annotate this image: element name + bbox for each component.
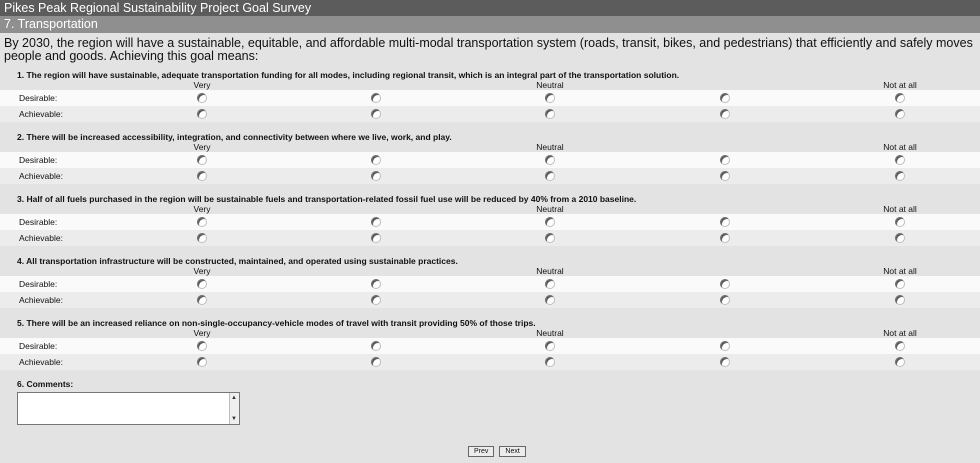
question-block bbox=[0, 193, 980, 255]
question-text: 3. Half of all fuels purchased in the region will be sustainable fuels and transportation-related fossil fuel use will be reduced by 40% from a 2010 baseline. bbox=[17, 194, 637, 204]
scale-very-label: Very bbox=[193, 328, 211, 338]
achievable-radio-1[interactable] bbox=[197, 109, 207, 119]
desirable-label: Desirable: bbox=[19, 279, 58, 289]
question-text: 5. There will be an increased reliance on non-single-occupancy-vehicle modes of travel with transit providing 50% of those trips. bbox=[17, 318, 536, 328]
achievable-radio-5[interactable] bbox=[895, 357, 905, 367]
achievable-radio-4[interactable] bbox=[720, 357, 730, 367]
achievable-row bbox=[0, 292, 980, 308]
desirable-radio-3[interactable] bbox=[545, 93, 555, 103]
desirable-radio-2[interactable] bbox=[371, 279, 381, 289]
desirable-radio-5[interactable] bbox=[895, 341, 905, 351]
achievable-radio-4[interactable] bbox=[720, 171, 730, 181]
scale-very-label: Very bbox=[193, 266, 211, 276]
desirable-radio-3[interactable] bbox=[545, 279, 555, 289]
desirable-row bbox=[0, 276, 980, 292]
comments-textarea[interactable] bbox=[17, 392, 240, 425]
achievable-radio-2[interactable] bbox=[371, 233, 381, 243]
scale-not-at-all-label: Not at all bbox=[883, 142, 917, 152]
question-block bbox=[0, 69, 980, 131]
scale-header bbox=[0, 81, 980, 90]
achievable-label: Achievable: bbox=[19, 171, 63, 181]
question-block bbox=[0, 255, 980, 317]
desirable-radio-5[interactable] bbox=[895, 217, 905, 227]
desirable-radio-4[interactable] bbox=[720, 93, 730, 103]
achievable-radio-5[interactable] bbox=[895, 233, 905, 243]
achievable-label: Achievable: bbox=[19, 109, 63, 119]
achievable-radio-4[interactable] bbox=[720, 295, 730, 305]
scale-neutral-label: Neutral bbox=[536, 266, 564, 276]
desirable-label: Desirable: bbox=[19, 155, 58, 165]
achievable-radio-5[interactable] bbox=[895, 295, 905, 305]
desirable-radio-4[interactable] bbox=[720, 155, 730, 165]
achievable-radio-5[interactable] bbox=[895, 109, 905, 119]
achievable-row bbox=[0, 230, 980, 246]
scale-header bbox=[0, 143, 980, 152]
achievable-radio-4[interactable] bbox=[720, 109, 730, 119]
desirable-label: Desirable: bbox=[19, 217, 58, 227]
scale-very-label: Very bbox=[193, 80, 211, 90]
prev-button[interactable]: Prev bbox=[468, 446, 494, 457]
question-block bbox=[0, 131, 980, 193]
achievable-radio-5[interactable] bbox=[895, 171, 905, 181]
question-block bbox=[0, 317, 980, 379]
achievable-radio-2[interactable] bbox=[371, 357, 381, 367]
scale-not-at-all-label: Not at all bbox=[883, 328, 917, 338]
achievable-radio-4[interactable] bbox=[720, 233, 730, 243]
achievable-radio-3[interactable] bbox=[545, 109, 555, 119]
desirable-radio-3[interactable] bbox=[545, 341, 555, 351]
desirable-radio-5[interactable] bbox=[895, 279, 905, 289]
desirable-radio-4[interactable] bbox=[720, 279, 730, 289]
scale-neutral-label: Neutral bbox=[536, 142, 564, 152]
desirable-radio-2[interactable] bbox=[371, 155, 381, 165]
scale-not-at-all-label: Not at all bbox=[883, 204, 917, 214]
achievable-radio-3[interactable] bbox=[545, 171, 555, 181]
goal-intro: By 2030, the region will have a sustainable, equitable, and affordable multi-modal transportation system (roads, transit, bikes, and pedestrians) that efficiently and safely moves people and goods. Achieving this goal means: bbox=[4, 36, 973, 63]
scale-very-label: Very bbox=[193, 142, 211, 152]
scale-header bbox=[0, 329, 980, 338]
desirable-radio-4[interactable] bbox=[720, 341, 730, 351]
achievable-label: Achievable: bbox=[19, 295, 63, 305]
scale-neutral-label: Neutral bbox=[536, 328, 564, 338]
achievable-radio-1[interactable] bbox=[197, 357, 207, 367]
scale-header bbox=[0, 267, 980, 276]
nav-buttons bbox=[468, 446, 526, 457]
desirable-radio-2[interactable] bbox=[371, 217, 381, 227]
section-title: 7. Transportation bbox=[0, 16, 980, 33]
achievable-radio-3[interactable] bbox=[545, 357, 555, 367]
scale-neutral-label: Neutral bbox=[536, 204, 564, 214]
achievable-radio-2[interactable] bbox=[371, 171, 381, 181]
desirable-label: Desirable: bbox=[19, 93, 58, 103]
desirable-radio-1[interactable] bbox=[197, 279, 207, 289]
desirable-radio-4[interactable] bbox=[720, 217, 730, 227]
comments-section bbox=[0, 379, 980, 425]
next-button[interactable]: Next bbox=[499, 446, 525, 457]
desirable-radio-3[interactable] bbox=[545, 155, 555, 165]
question-text: 2. There will be increased accessibility, integration, and connectivity between where we live, work, and play. bbox=[17, 132, 452, 142]
desirable-radio-1[interactable] bbox=[197, 341, 207, 351]
achievable-radio-2[interactable] bbox=[371, 295, 381, 305]
achievable-row bbox=[0, 354, 980, 370]
scroll-down-icon[interactable]: ▼ bbox=[231, 416, 237, 422]
desirable-radio-2[interactable] bbox=[371, 93, 381, 103]
achievable-label: Achievable: bbox=[19, 233, 63, 243]
scale-not-at-all-label: Not at all bbox=[883, 80, 917, 90]
achievable-row bbox=[0, 168, 980, 184]
scroll-up-icon[interactable]: ▲ bbox=[231, 395, 237, 401]
desirable-radio-1[interactable] bbox=[197, 93, 207, 103]
achievable-radio-1[interactable] bbox=[197, 171, 207, 181]
desirable-radio-1[interactable] bbox=[197, 155, 207, 165]
question-text: 4. All transportation infrastructure will be constructed, maintained, and operated using sustainable practices. bbox=[17, 256, 458, 266]
scale-neutral-label: Neutral bbox=[536, 80, 564, 90]
desirable-radio-1[interactable] bbox=[197, 217, 207, 227]
scale-header bbox=[0, 205, 980, 214]
desirable-radio-5[interactable] bbox=[895, 93, 905, 103]
desirable-radio-2[interactable] bbox=[371, 341, 381, 351]
scale-very-label: Very bbox=[193, 204, 211, 214]
desirable-row bbox=[0, 214, 980, 230]
achievable-label: Achievable: bbox=[19, 357, 63, 367]
question-text: 1. The region will have sustainable, adequate transportation funding for all modes, including regional transit, which is an integral part of the transportation solution. bbox=[17, 70, 680, 80]
comments-label: 6. Comments: bbox=[17, 379, 74, 389]
desirable-row bbox=[0, 90, 980, 106]
achievable-radio-2[interactable] bbox=[371, 109, 381, 119]
desirable-label: Desirable: bbox=[19, 341, 58, 351]
scale-not-at-all-label: Not at all bbox=[883, 266, 917, 276]
survey-title: Pikes Peak Regional Sustainability Project Goal Survey bbox=[0, 0, 980, 16]
desirable-row bbox=[0, 338, 980, 354]
achievable-radio-3[interactable] bbox=[545, 295, 555, 305]
achievable-radio-1[interactable] bbox=[197, 233, 207, 243]
question-list bbox=[0, 63, 980, 379]
achievable-row bbox=[0, 106, 980, 122]
desirable-radio-5[interactable] bbox=[895, 155, 905, 165]
desirable-row bbox=[0, 152, 980, 168]
achievable-radio-1[interactable] bbox=[197, 295, 207, 305]
desirable-radio-3[interactable] bbox=[545, 217, 555, 227]
comments-scrollbar[interactable] bbox=[229, 393, 239, 424]
achievable-radio-3[interactable] bbox=[545, 233, 555, 243]
